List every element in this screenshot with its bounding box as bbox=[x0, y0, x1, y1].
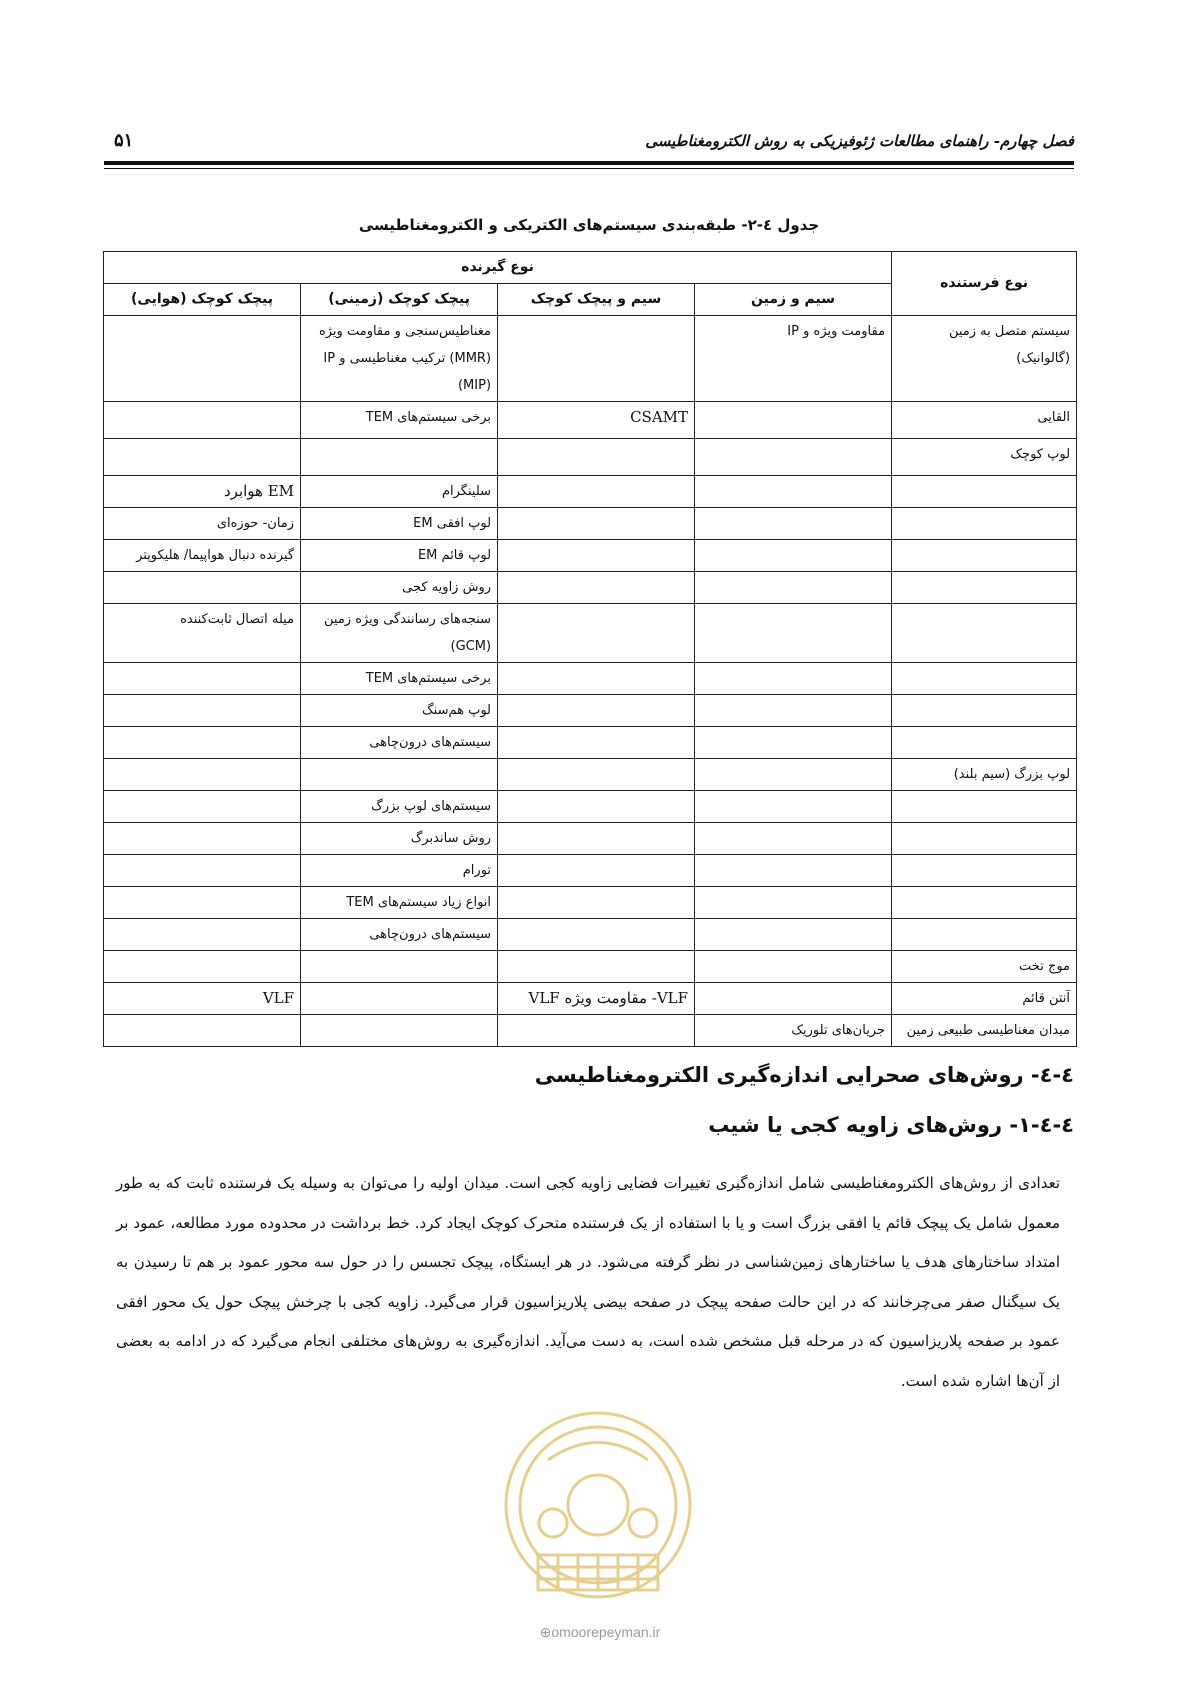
receiver-cell bbox=[695, 476, 892, 508]
receiver-cell: تورام bbox=[301, 855, 498, 887]
receiver-cell bbox=[695, 572, 892, 604]
table-row bbox=[104, 540, 1077, 572]
sender-cell bbox=[892, 919, 1077, 951]
receiver-cell: جریان‌های تلوریک bbox=[695, 1015, 892, 1047]
receiver-cell: روش زاویه کجی bbox=[301, 572, 498, 604]
receiver-cell bbox=[498, 887, 695, 919]
receiver-cell bbox=[104, 402, 301, 439]
table-row bbox=[104, 1015, 1077, 1047]
receiver-cell: روش ساندبرگ bbox=[301, 823, 498, 855]
receiver-cell bbox=[498, 540, 695, 572]
receiver-cell: VLF- مقاومت ویژه VLF bbox=[498, 983, 695, 1015]
receiver-cell: برخی سیستم‌های TEM bbox=[301, 663, 498, 695]
receiver-cell: برخی سیستم‌های TEM bbox=[301, 402, 498, 439]
receiver-cell bbox=[498, 508, 695, 540]
table-row bbox=[104, 855, 1077, 887]
column-header: پیچک کوچک (زمینی) bbox=[301, 284, 498, 316]
receiver-cell bbox=[695, 663, 892, 695]
sender-cell bbox=[892, 791, 1077, 823]
receiver-cell bbox=[301, 951, 498, 983]
table-row bbox=[104, 887, 1077, 919]
receiver-cell bbox=[498, 919, 695, 951]
table-row bbox=[104, 508, 1077, 540]
column-header: سیم و پیچک کوچک bbox=[498, 284, 695, 316]
sender-cell bbox=[892, 476, 1077, 508]
table-row bbox=[104, 663, 1077, 695]
receiver-cell bbox=[498, 791, 695, 823]
table-row bbox=[104, 919, 1077, 951]
receiver-cell: لوپ افقی EM bbox=[301, 508, 498, 540]
receiver-cell: CSAMT bbox=[498, 402, 695, 439]
receiver-cell bbox=[104, 919, 301, 951]
receiver-cell: لوپ هم‌سنگ bbox=[301, 695, 498, 727]
receiver-cell bbox=[104, 572, 301, 604]
header-rule-thick bbox=[104, 161, 1074, 165]
receiver-cell bbox=[498, 572, 695, 604]
sender-cell bbox=[892, 887, 1077, 919]
receiver-cell bbox=[104, 1015, 301, 1047]
watermark-seal bbox=[498, 1405, 698, 1605]
table-row bbox=[104, 791, 1077, 823]
receiver-cell bbox=[498, 439, 695, 476]
sender-cell: لوپ کوچک bbox=[892, 439, 1077, 476]
receiver-cell bbox=[498, 316, 695, 402]
sender-cell: لوپ بزرگ (سیم بلند) bbox=[892, 759, 1077, 791]
table-caption: جدول ٤-٢- طبقه‌بندی سیستم‌های الکتریکی و الکترومغناطیسی bbox=[358, 216, 820, 234]
receiver-cell bbox=[104, 951, 301, 983]
sender-cell bbox=[892, 572, 1077, 604]
page-number: ۵۱ bbox=[114, 130, 134, 151]
chapter-title: فصل چهارم- راهنمای مطالعات ژئوفیزیکی به روش الکترومغناطیسی bbox=[645, 132, 1074, 150]
receiver-cell bbox=[695, 951, 892, 983]
table-row bbox=[104, 439, 1077, 476]
table-row bbox=[104, 823, 1077, 855]
table-row bbox=[104, 476, 1077, 508]
receiver-cell: سیستم‌های درون‌چاهی bbox=[301, 919, 498, 951]
sender-cell bbox=[892, 855, 1077, 887]
section-heading: ٤-٤- روش‌های صحرایی اندازه‌گیری الکترومغناطیسی bbox=[534, 1063, 1074, 1087]
receiver-cell: لوپ قائم EM bbox=[301, 540, 498, 572]
receiver-cell bbox=[104, 663, 301, 695]
classification-table bbox=[103, 251, 1077, 1047]
receiver-cell bbox=[498, 951, 695, 983]
table-row bbox=[104, 759, 1077, 791]
receiver-cell bbox=[104, 791, 301, 823]
receiver-cell bbox=[498, 823, 695, 855]
receiver-cell: سیستم‌های لوپ بزرگ bbox=[301, 791, 498, 823]
receiver-cell bbox=[695, 540, 892, 572]
receiver-cell bbox=[695, 439, 892, 476]
receiver-cell bbox=[695, 727, 892, 759]
table-row bbox=[104, 951, 1077, 983]
receiver-cell bbox=[104, 316, 301, 402]
globe-icon: ⊕ bbox=[539, 1624, 552, 1640]
table-row bbox=[104, 983, 1077, 1015]
receiver-cell: گیرنده دنبال هواپیما/ هلیکوپتر bbox=[104, 540, 301, 572]
subsection-heading: ٤-٤-١- روش‌های زاویه کجی یا شیب bbox=[708, 1113, 1074, 1137]
receiver-cell: سنجه‌های رسانندگی ویژه زمین (GCM) bbox=[301, 604, 498, 663]
receiver-cell: میله اتصال ثابت‌کننده bbox=[104, 604, 301, 663]
column-header: سیم و زمین bbox=[695, 284, 892, 316]
table-row bbox=[104, 402, 1077, 439]
receiver-cell bbox=[498, 663, 695, 695]
table-header-row bbox=[104, 252, 1077, 284]
receiver-cell bbox=[104, 439, 301, 476]
header-rule-thin bbox=[104, 168, 1074, 169]
sender-cell bbox=[892, 727, 1077, 759]
sender-cell bbox=[892, 663, 1077, 695]
receiver-cell: مقاومت ویژه و IP bbox=[695, 316, 892, 402]
receiver-cell bbox=[104, 855, 301, 887]
receiver-cell bbox=[695, 759, 892, 791]
sender-cell: القایی bbox=[892, 402, 1077, 439]
sender-header: نوع فرستنده bbox=[892, 252, 1077, 316]
receiver-cell: زمان- حوزه‌ای bbox=[104, 508, 301, 540]
table-row bbox=[104, 604, 1077, 663]
receiver-cell bbox=[498, 759, 695, 791]
receiver-cell bbox=[695, 791, 892, 823]
receiver-header: نوع گیرنده bbox=[104, 252, 892, 284]
receiver-cell: EM هوابرد bbox=[104, 476, 301, 508]
receiver-cell bbox=[498, 476, 695, 508]
receiver-cell: مغناطیس‌سنجی و مقاومت ویژه (MMR) ترکیب مغناطیسی و IP (MIP) bbox=[301, 316, 498, 402]
receiver-cell: سلینگرام bbox=[301, 476, 498, 508]
receiver-cell bbox=[695, 823, 892, 855]
receiver-cell bbox=[104, 823, 301, 855]
receiver-cell bbox=[695, 695, 892, 727]
receiver-cell bbox=[695, 919, 892, 951]
sender-cell bbox=[892, 540, 1077, 572]
receiver-cell: VLF bbox=[104, 983, 301, 1015]
receiver-cell bbox=[498, 727, 695, 759]
receiver-cell bbox=[498, 695, 695, 727]
receiver-cell bbox=[104, 887, 301, 919]
table-row bbox=[104, 695, 1077, 727]
receiver-cell: سیستم‌های درون‌چاهی bbox=[301, 727, 498, 759]
table-row bbox=[104, 572, 1077, 604]
table-row bbox=[104, 316, 1077, 402]
receiver-cell bbox=[104, 695, 301, 727]
receiver-cell bbox=[301, 983, 498, 1015]
sender-cell: آنتن قائم bbox=[892, 983, 1077, 1015]
sender-cell bbox=[892, 604, 1077, 663]
sender-cell: موج تخت bbox=[892, 951, 1077, 983]
receiver-cell bbox=[104, 759, 301, 791]
column-header: پیچک کوچک (هوایی) bbox=[104, 284, 301, 316]
table-row bbox=[104, 727, 1077, 759]
receiver-cell bbox=[498, 1015, 695, 1047]
receiver-cell bbox=[695, 887, 892, 919]
receiver-cell bbox=[695, 508, 892, 540]
page-header bbox=[104, 128, 1074, 164]
sender-cell: میدان مغناطیسی طبیعی زمین bbox=[892, 1015, 1077, 1047]
receiver-cell bbox=[695, 983, 892, 1015]
receiver-cell bbox=[301, 759, 498, 791]
receiver-cell bbox=[695, 604, 892, 663]
receiver-cell bbox=[695, 402, 892, 439]
receiver-cell: انواع زیاد سیستم‌های TEM bbox=[301, 887, 498, 919]
receiver-cell bbox=[498, 604, 695, 663]
body-paragraph: تعدادی از روش‌های الکترومغناطیسی شامل اندازه‌گیری تغییرات فضایی زاویه کجی است. میدان اولیه را می‌توان به وسیله یک فرستنده ثابت که به طور معمول شامل یک پیچک قائم یا افقی بزرگ است و یا با استفاده از یک فرستنده متحرک کوچک ایجاد کرد. خط برداشت در محدوده مورد مطالعه، عمود بر امتداد ساختارهای هدف یا ساختارهای زمین‌شناسی در نظر گرفته می‌شود. در هر ایستگاه، پیچک تجسس را در حول سه محور عمود بر هم تا رسیدن به یک سیگنال صفر می‌چرخانند که در این حالت صفحه پیچک در صفحه بیضی پلاریزاسیون قرار می‌گیرد. زاویه کجی با چرخش پیچک حول یک محور افقی عمود بر صفحه پلاریزاسیون که در مرحله قبل مشخص شده است، به دست می‌آید. اندازه‌گیری به روش‌های مختلفی انجام می‌گیرد که در ادامه به بعضی از آن‌ها اشاره شده است. bbox=[116, 1174, 1060, 1390]
receiver-cell bbox=[301, 439, 498, 476]
sender-cell bbox=[892, 695, 1077, 727]
receiver-cell bbox=[104, 727, 301, 759]
sender-cell: سیستم متصل به زمین (گالوانیک) bbox=[892, 316, 1077, 402]
receiver-cell bbox=[498, 855, 695, 887]
sender-cell bbox=[892, 823, 1077, 855]
watermark-site: ⊕omoorepeyman.ir bbox=[539, 1624, 661, 1640]
receiver-cell bbox=[301, 1015, 498, 1047]
sender-cell bbox=[892, 508, 1077, 540]
receiver-cell bbox=[695, 855, 892, 887]
